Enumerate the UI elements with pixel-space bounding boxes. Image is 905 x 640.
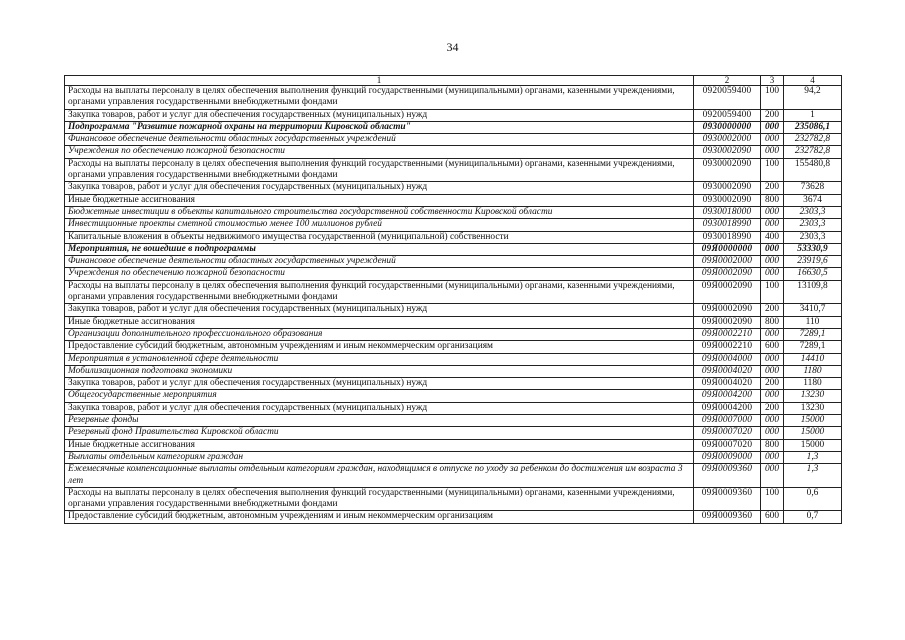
row-sum: 2303,3 xyxy=(784,206,842,218)
row-type: 100 xyxy=(761,487,784,511)
row-name: Расходы на выплаты персоналу в целях обеспечения выполнения функций государственными (муниципальными) органами, казенными учреждениями, органами управления государственными внебюджетными фондами xyxy=(65,487,694,511)
row-name: Расходы на выплаты персоналу в целях обеспечения выполнения функций государственными (муниципальными) органами, казенными учреждениями, органами управления государственными внебюджетными фондами xyxy=(65,280,694,304)
row-sum: 15000 xyxy=(784,427,842,439)
row-code: 0920059400 xyxy=(694,86,761,110)
table-body xyxy=(65,76,842,524)
row-type: 000 xyxy=(761,206,784,218)
row-code: 0930002000 xyxy=(694,134,761,146)
row-type: 200 xyxy=(761,378,784,390)
row-sum: 15000 xyxy=(784,439,842,451)
row-code: 09Я0002210 xyxy=(694,341,761,353)
row-sum: 23919,6 xyxy=(784,256,842,268)
row-code: 09Я0007020 xyxy=(694,427,761,439)
row-code: 09Я0002000 xyxy=(694,256,761,268)
row-type: 000 xyxy=(761,365,784,377)
row-type: 000 xyxy=(761,451,784,463)
row-type: 000 xyxy=(761,415,784,427)
row-sum: 7289,1 xyxy=(784,328,842,340)
row-type: 000 xyxy=(761,464,784,488)
row-name: Инвестиционные проекты сметной стоимостью менее 100 миллионов рублей xyxy=(65,219,694,231)
row-code: 0930018990 xyxy=(694,219,761,231)
column-header-name: 1 xyxy=(65,76,694,86)
row-type: 100 xyxy=(761,280,784,304)
row-name: Резервные фонды xyxy=(65,415,694,427)
row-name: Выплаты отдельным категориям граждан xyxy=(65,451,694,463)
row-type: 100 xyxy=(761,158,784,182)
table-row xyxy=(65,487,842,511)
row-sum: 94,2 xyxy=(784,86,842,110)
row-sum: 2303,3 xyxy=(784,219,842,231)
row-code: 09Я0004020 xyxy=(694,365,761,377)
row-name: Закупка товаров, работ и услуг для обеспечения государственных (муниципальных) нужд xyxy=(65,182,694,194)
row-name: Общегосударственные мероприятия xyxy=(65,390,694,402)
row-type: 000 xyxy=(761,121,784,133)
row-code: 0930002090 xyxy=(694,146,761,158)
row-code: 09Я0004020 xyxy=(694,378,761,390)
row-sum: 1180 xyxy=(784,378,842,390)
table-row xyxy=(65,146,842,158)
row-name: Мероприятия, не вошедшие в подпрограммы xyxy=(65,243,694,255)
row-code: 09Я0007000 xyxy=(694,415,761,427)
row-code: 09Я0009360 xyxy=(694,511,761,523)
row-sum: 110 xyxy=(784,316,842,328)
row-type: 000 xyxy=(761,256,784,268)
row-name: Закупка товаров, работ и услуг для обеспечения государственных (муниципальных) нужд xyxy=(65,109,694,121)
row-sum: 235086,1 xyxy=(784,121,842,133)
row-name: Резервный фонд Правительства Кировской области xyxy=(65,427,694,439)
row-name: Закупка товаров, работ и услуг для обеспечения государственных (муниципальных) нужд xyxy=(65,378,694,390)
row-sum: 0,7 xyxy=(784,511,842,523)
row-type: 000 xyxy=(761,390,784,402)
table-header-row xyxy=(65,76,842,86)
row-type: 000 xyxy=(761,328,784,340)
row-name: Иные бюджетные ассигнования xyxy=(65,194,694,206)
table-row xyxy=(65,402,842,414)
row-code: 09Я0002090 xyxy=(694,280,761,304)
row-code: 09Я0004200 xyxy=(694,390,761,402)
table-row xyxy=(65,134,842,146)
table-row xyxy=(65,121,842,133)
row-type: 200 xyxy=(761,402,784,414)
row-sum: 3410,7 xyxy=(784,304,842,316)
table-row xyxy=(65,206,842,218)
table-row xyxy=(65,304,842,316)
row-type: 200 xyxy=(761,304,784,316)
row-type: 100 xyxy=(761,86,784,110)
row-sum: 15000 xyxy=(784,415,842,427)
row-name: Бюджетные инвестиции в объекты капитального строительства государственной собственности Кировской области xyxy=(65,206,694,218)
row-sum: 2303,3 xyxy=(784,231,842,243)
table-row xyxy=(65,158,842,182)
table-row xyxy=(65,427,842,439)
row-code: 0930000000 xyxy=(694,121,761,133)
row-code: 09Я0002090 xyxy=(694,316,761,328)
table-row xyxy=(65,280,842,304)
table-row xyxy=(65,219,842,231)
row-code: 09Я0004200 xyxy=(694,402,761,414)
row-code: 09Я0000000 xyxy=(694,243,761,255)
table-row xyxy=(65,415,842,427)
row-sum: 232782,8 xyxy=(784,146,842,158)
row-type: 000 xyxy=(761,134,784,146)
row-name: Закупка товаров, работ и услуг для обеспечения государственных (муниципальных) нужд xyxy=(65,402,694,414)
row-type: 000 xyxy=(761,427,784,439)
row-code: 0930002090 xyxy=(694,194,761,206)
row-type: 000 xyxy=(761,353,784,365)
budget-table xyxy=(64,75,842,524)
row-sum: 16630,5 xyxy=(784,268,842,280)
column-header-sum: 4 xyxy=(784,76,842,86)
table-row xyxy=(65,451,842,463)
row-name: Капитальные вложения в объекты недвижимого имущества государственной (муниципальной) собственности xyxy=(65,231,694,243)
row-type: 000 xyxy=(761,146,784,158)
table-row xyxy=(65,194,842,206)
row-code: 09Я0009360 xyxy=(694,487,761,511)
table-row xyxy=(65,268,842,280)
column-header-code: 2 xyxy=(694,76,761,86)
row-type: 200 xyxy=(761,182,784,194)
row-code: 09Я0009000 xyxy=(694,451,761,463)
row-type: 800 xyxy=(761,316,784,328)
row-name: Учреждения по обеспечению пожарной безопасности xyxy=(65,268,694,280)
row-code: 09Я0002090 xyxy=(694,304,761,316)
row-name: Учреждения по обеспечению пожарной безопасности xyxy=(65,146,694,158)
row-type: 600 xyxy=(761,341,784,353)
row-sum: 13230 xyxy=(784,390,842,402)
table-row xyxy=(65,328,842,340)
row-sum: 1,3 xyxy=(784,464,842,488)
row-type: 000 xyxy=(761,268,784,280)
row-name: Мобилизационная подготовка экономики xyxy=(65,365,694,377)
page-number: 34 xyxy=(446,40,459,54)
row-code: 0920059400 xyxy=(694,109,761,121)
row-name: Закупка товаров, работ и услуг для обеспечения государственных (муниципальных) нужд xyxy=(65,304,694,316)
table-row xyxy=(65,511,842,523)
row-type: 200 xyxy=(761,109,784,121)
row-sum: 0,6 xyxy=(784,487,842,511)
row-sum: 1180 xyxy=(784,365,842,377)
row-code: 0930018000 xyxy=(694,206,761,218)
row-name: Предоставление субсидий бюджетным, автономным учреждениям и иным некоммерческим организациям xyxy=(65,341,694,353)
row-name: Мероприятия в установленной сфере деятельности xyxy=(65,353,694,365)
row-name: Ежемесячные компенсационные выплаты отдельным категориям граждан, находящимся в отпуске по уходу за ребенком до достижения им возраста 3 лет xyxy=(65,464,694,488)
row-type: 800 xyxy=(761,439,784,451)
row-name: Расходы на выплаты персоналу в целях обеспечения выполнения функций государственными (муниципальными) органами, казенными учреждениями, органами управления государственными внебюджетными фондами xyxy=(65,86,694,110)
row-type: 000 xyxy=(761,243,784,255)
row-sum: 1 xyxy=(784,109,842,121)
row-code: 09Я0004000 xyxy=(694,353,761,365)
row-code: 0930018990 xyxy=(694,231,761,243)
table-row xyxy=(65,439,842,451)
table-row xyxy=(65,341,842,353)
row-code: 09Я0002090 xyxy=(694,268,761,280)
row-sum: 73628 xyxy=(784,182,842,194)
row-type: 400 xyxy=(761,231,784,243)
row-name: Организации дополнительного профессионального образования xyxy=(65,328,694,340)
row-name: Подпрограмма "Развитие пожарной охраны на территории Кировской области" xyxy=(65,121,694,133)
table-row xyxy=(65,353,842,365)
row-sum: 1,3 xyxy=(784,451,842,463)
row-name: Расходы на выплаты персоналу в целях обеспечения выполнения функций государственными (муниципальными) органами, казенными учреждениями, органами управления государственными внебюджетными фондами xyxy=(65,158,694,182)
row-code: 09Я0007020 xyxy=(694,439,761,451)
table-row xyxy=(65,464,842,488)
row-code: 09Я0002210 xyxy=(694,328,761,340)
row-name: Иные бюджетные ассигнования xyxy=(65,439,694,451)
table-row xyxy=(65,378,842,390)
row-sum: 14410 xyxy=(784,353,842,365)
table-row xyxy=(65,365,842,377)
row-name: Финансовое обеспечение деятельности областных государственных учреждений xyxy=(65,134,694,146)
table-row xyxy=(65,182,842,194)
row-sum: 53330,9 xyxy=(784,243,842,255)
row-type: 600 xyxy=(761,511,784,523)
table-row xyxy=(65,109,842,121)
row-sum: 232782,8 xyxy=(784,134,842,146)
row-sum: 7289,1 xyxy=(784,341,842,353)
row-sum: 155480,8 xyxy=(784,158,842,182)
row-type: 800 xyxy=(761,194,784,206)
table-row xyxy=(65,231,842,243)
column-header-type: 3 xyxy=(761,76,784,86)
table-row xyxy=(65,243,842,255)
row-name: Финансовое обеспечение деятельности областных государственных учреждений xyxy=(65,256,694,268)
row-code: 0930002090 xyxy=(694,158,761,182)
row-name: Иные бюджетные ассигнования xyxy=(65,316,694,328)
row-sum: 3674 xyxy=(784,194,842,206)
table-row xyxy=(65,316,842,328)
row-sum: 13109,8 xyxy=(784,280,842,304)
row-name: Предоставление субсидий бюджетным, автономным учреждениям и иным некоммерческим организациям xyxy=(65,511,694,523)
table-row xyxy=(65,86,842,110)
table-row xyxy=(65,256,842,268)
table-row xyxy=(65,390,842,402)
row-sum: 13230 xyxy=(784,402,842,414)
row-code: 0930002090 xyxy=(694,182,761,194)
row-type: 000 xyxy=(761,219,784,231)
row-code: 09Я0009360 xyxy=(694,464,761,488)
